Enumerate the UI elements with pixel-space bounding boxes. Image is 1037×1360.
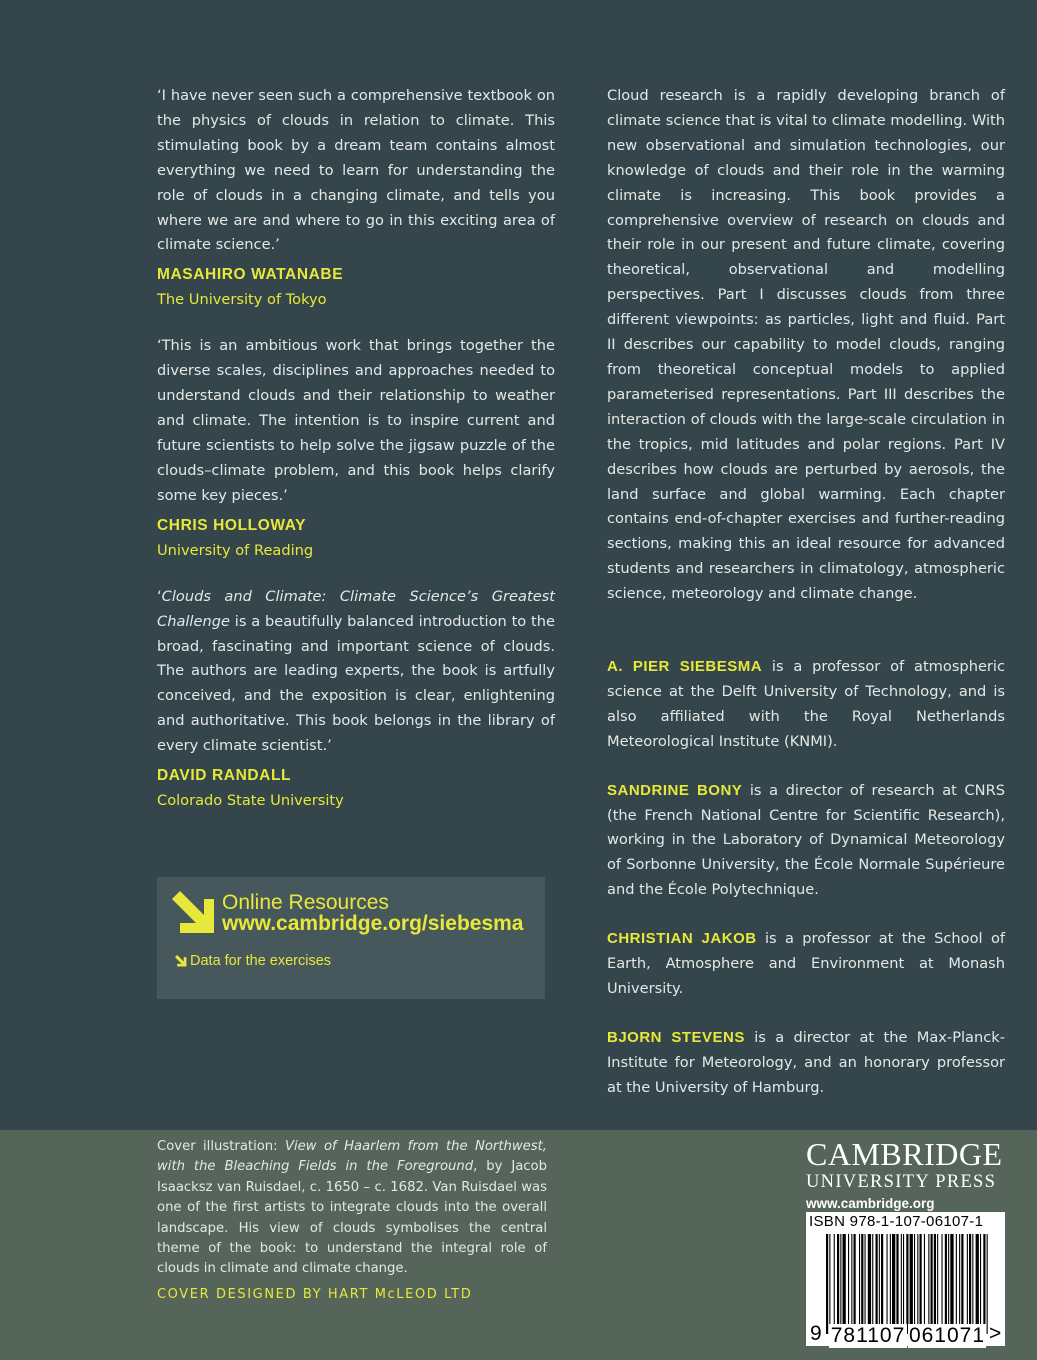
barcode-bar xyxy=(848,1234,849,1334)
barcode-digits xyxy=(806,1324,1005,1346)
barcode-bar xyxy=(969,1234,971,1334)
isbn-label: ISBN 978-1-107-06107-1 xyxy=(809,1213,984,1230)
quote-text: ‘This is an ambitious work that brings together the diverse scales, disciplines and approaches needed to understand clouds and their relationship to weather and climate. The intention is to inspire current and future scientists to help solve the jigsaw puzzle of the clouds–climate problem, and this book helps clarify some key pieces.’ xyxy=(157,337,555,504)
author-name: BJORN STEVENS xyxy=(607,1028,745,1046)
barcode-bar xyxy=(917,1234,918,1334)
barcode-bar xyxy=(967,1234,968,1334)
quote-author: MASAHIRO WATANABE xyxy=(157,266,344,284)
barcode-bar xyxy=(961,1234,963,1334)
author-name: CHRISTIAN JAKOB xyxy=(607,930,757,948)
barcode-bar xyxy=(872,1234,873,1334)
barcode-bar xyxy=(865,1234,866,1334)
footer-band xyxy=(0,1130,1037,1360)
barcode-bar xyxy=(959,1234,960,1334)
author-bio-text: is a director of research at CNRS (the French National Centre for Scientific Research), working in the Laboratory of Dynamical Meteorology of Sorbonne University, the École Normale Supérieure and the École Polytechnique. xyxy=(607,781,1005,899)
quote-affiliation: The University of Tokyo xyxy=(157,291,327,309)
publisher-name: CAMBRIDGE xyxy=(806,1136,1003,1172)
arrow-down-right-icon xyxy=(172,891,216,935)
barcode-group-right: 061071 xyxy=(908,1324,986,1347)
barcode-bar xyxy=(950,1234,953,1334)
barcode-bar xyxy=(903,1234,904,1334)
endorsement xyxy=(157,585,555,813)
barcode-bar xyxy=(910,1234,913,1334)
endorsement xyxy=(157,334,555,562)
barcode-first-digit: 9 xyxy=(810,1322,822,1345)
barcode-bar xyxy=(945,1234,947,1334)
barcode-bar xyxy=(942,1234,943,1334)
cover-artwork-title: View of Haarlem from the Northwest, with the Bleaching Fields in the Foreground xyxy=(157,1139,547,1175)
barcode-bar xyxy=(826,1234,828,1334)
author-bio-text: is a professor of atmospheric science at the Delft University of Technology, and is also affiliated with the Royal Netherlands Meteorological Institute (KNMI). xyxy=(607,658,1005,750)
barcode-bar xyxy=(931,1234,933,1334)
endorsements-column xyxy=(157,84,555,835)
publisher-logo xyxy=(806,1138,1006,1214)
barcode-bar xyxy=(892,1234,895,1334)
barcode-bar xyxy=(890,1234,891,1334)
barcode-bar xyxy=(843,1234,846,1334)
barcode-group-left: 781107 xyxy=(830,1324,906,1347)
quote-affiliation: Colorado State University xyxy=(157,792,344,810)
barcode-bar xyxy=(859,1234,860,1334)
author-bio-text: is a director at the Max-Planck-Institute for Meteorology, and an honorary professor at the University of Hamburg. xyxy=(607,1028,1005,1096)
quote-author: DAVID RANDALL xyxy=(157,767,292,785)
barcode-bar xyxy=(829,1234,830,1334)
barcode-bar xyxy=(928,1234,929,1334)
barcode-bar xyxy=(980,1234,981,1334)
cover-credit-prefix: Cover illustration: xyxy=(157,1139,285,1154)
barcode-bar xyxy=(948,1234,949,1334)
barcode-bar xyxy=(834,1234,835,1334)
barcode-bar xyxy=(868,1234,871,1334)
quote-text: ‘I have never seen such a comprehensive textbook on the physics of clouds in relation to climate. This stimulating book by a dream team contains almost everything we need to learn for understanding the role of clouds in a changing climate, and tells you where we are and where to go in this exciting area of climate science.’ xyxy=(157,87,555,254)
online-resources-item-label: Data for the exercises xyxy=(190,953,332,969)
barcode-bar xyxy=(876,1234,878,1334)
barcode-bar xyxy=(983,1234,985,1334)
barcode-bar xyxy=(861,1234,863,1334)
author-bio xyxy=(607,927,1005,1002)
barcode-bar xyxy=(972,1234,973,1334)
barcode-bar xyxy=(934,1234,936,1334)
cover-designer-credit: COVER DESIGNED BY HART McLEOD LTD xyxy=(157,1287,473,1302)
quote-affiliation: University of Reading xyxy=(157,541,314,559)
barcode-bar xyxy=(956,1234,957,1334)
author-name: SANDRINE BONY xyxy=(607,781,743,799)
quote-text xyxy=(157,585,555,759)
cover-illustration-credit xyxy=(157,1137,547,1280)
barcode-end-mark: > xyxy=(989,1322,1002,1345)
barcode-bar xyxy=(840,1234,841,1334)
cover-credit-text: , by Jacob Isaacksz van Ruisdael, c. 1650 – c. 1682. Van Ruisdael was one of the first artists to integrate clouds into the overall landscape. His view of clouds symbolises the central theme of the book: to understand the integral role of clouds in climate and climate change. xyxy=(157,1159,547,1277)
online-resources-link[interactable]: www.cambridge.org/siebesma xyxy=(222,912,524,935)
barcode-bar xyxy=(914,1234,915,1334)
publisher-subtitle: UNIVERSITY PRESS xyxy=(806,1172,997,1192)
barcode-bar xyxy=(881,1234,883,1334)
barcode-bar xyxy=(976,1234,979,1334)
barcode-bar xyxy=(896,1234,898,1334)
barcode-bar xyxy=(937,1234,938,1334)
online-resources-item[interactable] xyxy=(175,953,331,969)
barcode-bar xyxy=(854,1234,856,1334)
quote-open-mark: ‘ xyxy=(157,587,162,605)
online-resources-box xyxy=(157,877,545,999)
barcode-bar xyxy=(851,1234,852,1334)
publisher-website[interactable]: www.cambridge.org xyxy=(806,1196,935,1211)
description-column xyxy=(607,84,1005,1101)
isbn-barcode xyxy=(806,1212,1005,1346)
barcode-bar xyxy=(924,1234,925,1334)
quote-book-title: Clouds and Climate: Climate Science’s Greatest Challenge xyxy=(157,587,555,630)
book-description: Cloud research is a rapidly developing branch of climate science that is vital to climate modelling. With new observational and simulation technologies, our knowledge of clouds and their role in the warming climate is increasing. This book provides a comprehensive overview of research on clouds and their role in our present and future climate, covering theoretical, observational and modelling perspectives. Part I discusses clouds from three different viewpoints: as particles, light and fluid. Part II describes our capability to model clouds, ranging from theoretical conceptual models to applied parameterised representations. Part III describes the interaction of clouds with the large-scale circulation in the tropics, mid latitudes and polar regions. Part IV describes how clouds are perturbed by aerosols, the land surface and global warming. Each chapter contains end-of-chapter exercises and further-reading sections, making this an ideal resource for advanced students and researchers in climatology, atmospheric science, meteorology and climate change. xyxy=(607,87,1005,603)
author-bio-text: is a professor at the School of Earth, Atmosphere and Environment at Monash University. xyxy=(607,930,1006,997)
endorsement xyxy=(157,84,555,312)
online-resources-title: Online Resources xyxy=(222,891,389,914)
author-bio xyxy=(607,655,1005,755)
barcode-bar xyxy=(987,1234,988,1334)
author-name: A. PIER SIEBESMA xyxy=(607,658,763,676)
barcode-bar xyxy=(901,1234,902,1334)
author-bio xyxy=(607,1026,1005,1101)
small-arrow-down-right-icon xyxy=(175,955,187,967)
barcode-bar xyxy=(879,1234,880,1334)
barcode-bar xyxy=(887,1234,888,1334)
quote-author: CHRIS HOLLOWAY xyxy=(157,516,307,534)
author-bio xyxy=(607,779,1005,904)
barcode-bar xyxy=(920,1234,922,1334)
barcode-bar xyxy=(837,1234,839,1334)
quote-body: is a beautifully balanced introduction to the broad, fascinating and important science of clouds. The authors are leading experts, the book is artfully conceived, and the exposition is clear, enlightening and authoritative. This book belongs in the library of every climate scientist.’ xyxy=(157,612,555,755)
barcode-bar xyxy=(906,1234,908,1334)
